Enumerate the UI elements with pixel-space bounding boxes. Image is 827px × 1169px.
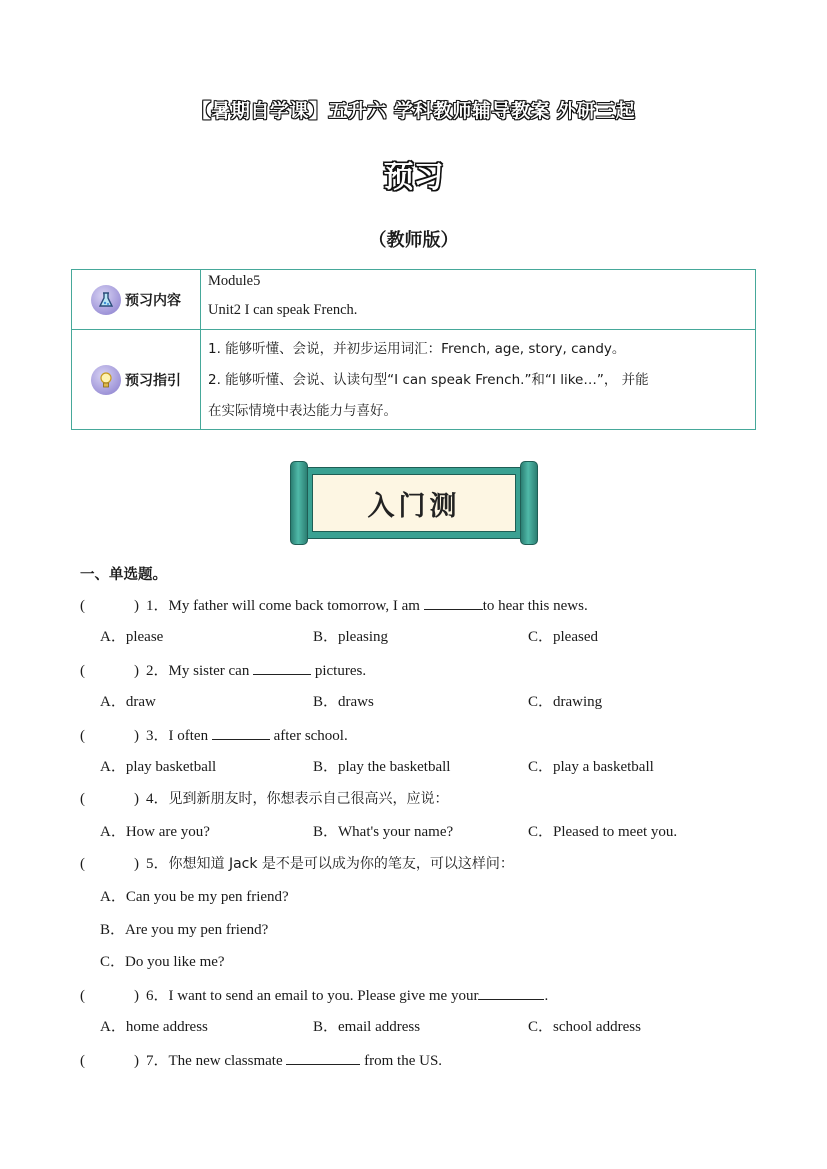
answer-paren-close: ): [134, 1053, 139, 1069]
info-label-cell: [72, 270, 201, 329]
banner-panel: [312, 474, 516, 532]
answer-blank: [424, 595, 483, 610]
answer-paren-close: ): [134, 856, 139, 872]
question-number: 3．: [146, 728, 169, 744]
scroll-roll-right: [520, 461, 538, 545]
question-number: 2．: [146, 663, 169, 679]
info-content: [208, 267, 747, 326]
answer-paren-close: ): [134, 728, 139, 744]
question-text: 见到新朋友时，你想表示自己很高兴，应说：: [168, 791, 449, 807]
answer-blank: [286, 1050, 360, 1065]
guide-line: 在实际情境中表达能力与喜好。: [208, 403, 397, 419]
option-b: B．play the basketball: [313, 759, 451, 775]
answer-blank: [478, 985, 544, 1000]
answer-paren-open: (: [80, 663, 85, 679]
answer-paren-open: (: [80, 728, 85, 744]
question-text: I want to send an email to you. Please give me your: [168, 988, 479, 1004]
answer-paren-open: (: [80, 598, 85, 614]
header-title: 【暑期自学课】五升六 学科教师辅导教案 外研三起: [191, 100, 636, 122]
question-number: 6．: [146, 988, 169, 1004]
answer-paren-close: ): [134, 791, 139, 807]
option-b: B．draws: [313, 694, 374, 710]
option-c: C．Pleased to meet you.: [528, 824, 678, 840]
option-c: C．drawing: [528, 694, 603, 710]
option-c: C．pleased: [528, 629, 598, 645]
page-subtitle: （教师版）: [368, 230, 459, 251]
question-text: from the US.: [360, 1053, 443, 1069]
question-2: [80, 660, 366, 680]
question-text: The new classmate: [168, 1053, 287, 1069]
unit-text: Unit2 I can speak French.: [208, 302, 358, 318]
option-a: A．home address: [100, 1019, 208, 1035]
question-text: to hear this news.: [482, 598, 588, 614]
option-a: A．play basketball: [100, 759, 217, 775]
question-number: 5．: [146, 856, 169, 872]
option-c: C．play a basketball: [528, 759, 654, 775]
module-text: Module5: [208, 273, 261, 289]
answer-blank: [253, 660, 311, 675]
option-a: A．please: [100, 629, 164, 645]
question-3: [80, 725, 348, 745]
page-title: 预习: [383, 160, 444, 195]
info-row-content: [72, 270, 755, 330]
question-5: [80, 854, 514, 874]
question-text: pictures.: [311, 663, 367, 679]
option-a: A．draw: [100, 694, 156, 710]
question-number: 4．: [146, 791, 169, 807]
question-number: 1．: [146, 598, 169, 614]
banner-scroll: [304, 467, 524, 539]
option-b: B．pleasing: [313, 629, 388, 645]
option-b: B．email address: [313, 1019, 421, 1035]
question-text: after school.: [269, 728, 348, 744]
answer-paren-open: (: [80, 988, 85, 1004]
info-label-cell: [72, 330, 201, 429]
question-text: .: [544, 988, 549, 1004]
scroll-roll-left: [290, 461, 308, 545]
option-c: C．school address: [528, 1019, 641, 1035]
info-row-guide: [72, 330, 755, 429]
info-label: 预习内容: [125, 292, 181, 309]
option-b: B．Are you my pen friend?: [100, 922, 269, 938]
question-text: My sister can: [168, 663, 254, 679]
info-content: [208, 334, 747, 433]
answer-paren-open: (: [80, 791, 85, 807]
question-text: I often: [168, 728, 212, 744]
answer-paren-open: (: [80, 1053, 85, 1069]
question-4: [80, 789, 449, 809]
question-7: [80, 1050, 442, 1070]
guide-line: 2. 能够听懂、会说、认读句型“I can speak French.”和“I like…”， 并能: [208, 372, 649, 388]
question-text: My father will come back tomorrow, I am: [168, 598, 424, 614]
lightbulb-icon: [91, 365, 121, 395]
question-number: 7．: [146, 1053, 169, 1069]
answer-paren-close: ): [134, 663, 139, 679]
flask-icon: [91, 285, 121, 315]
option-a: A．How are you?: [100, 824, 210, 840]
guide-line: 1. 能够听懂、会说，并初步运用词汇：French, age, story, candy。: [208, 341, 626, 357]
answer-paren-open: (: [80, 856, 85, 872]
option-a: A．Can you be my pen friend?: [100, 889, 289, 905]
question-1: [80, 595, 588, 615]
option-b: B．What's your name?: [313, 824, 454, 840]
section-title: 一、单选题。: [80, 567, 167, 583]
info-table: [71, 269, 756, 430]
info-label: 预习指引: [125, 372, 181, 389]
answer-paren-close: ): [134, 598, 139, 614]
question-text: 你想知道 Jack 是不是可以成为你的笔友，可以这样问：: [168, 856, 514, 872]
answer-blank: [212, 725, 270, 740]
option-c: C．Do you like me?: [100, 954, 225, 970]
answer-paren-close: ): [134, 988, 139, 1004]
section-banner: [290, 461, 538, 545]
banner-text: 入门测: [367, 490, 461, 522]
question-6: [80, 985, 548, 1005]
